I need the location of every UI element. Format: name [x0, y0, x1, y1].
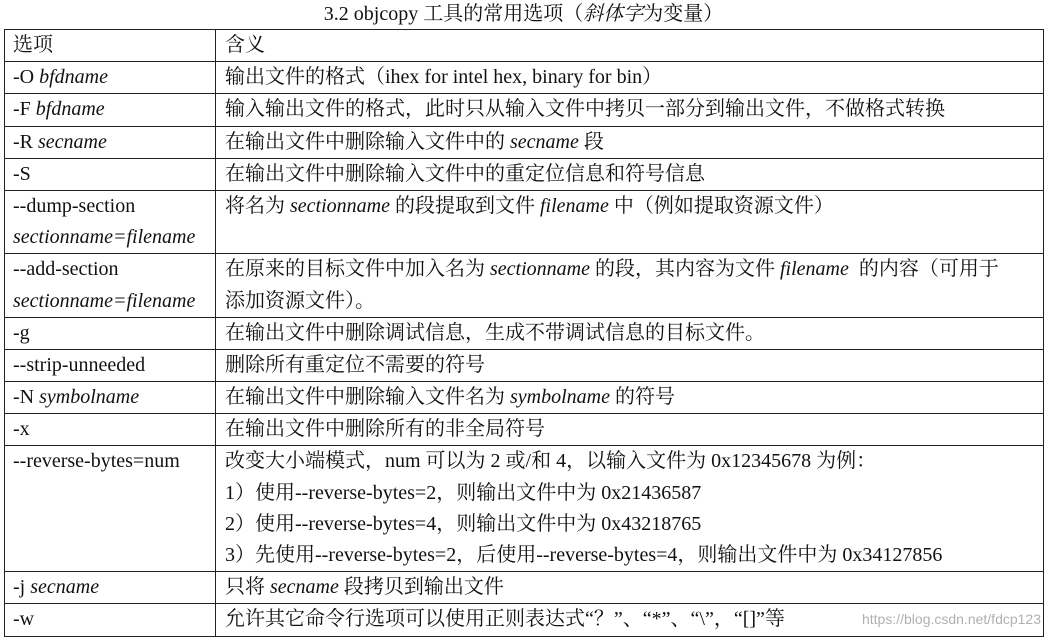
meaning-cell [216, 94, 1044, 126]
variable-text: sectionname=filename [13, 226, 196, 249]
option-cell [5, 414, 216, 446]
meaning-line [225, 191, 1039, 222]
option-text: --reverse-bytes=num [13, 450, 180, 473]
option-line [13, 318, 211, 349]
meaning-line [225, 286, 1039, 317]
table-row [5, 414, 1044, 446]
option-cell [5, 572, 216, 604]
variable-text: filename [539, 194, 609, 217]
meaning-text: 改变大小端模式，num 可以为 2 或/和 4，以输入文件为 0x12345678 为例： [225, 450, 877, 473]
option-text: -N [13, 386, 40, 409]
table-header-row [5, 30, 1044, 62]
meaning-cell [216, 190, 1044, 253]
variable-text: secname [38, 130, 107, 153]
variable-text: sectionname [490, 258, 590, 281]
option-cell [5, 254, 216, 317]
option-line [13, 159, 211, 190]
variable-text: symbolname [510, 386, 610, 409]
meaning-line [225, 254, 1039, 285]
meaning-text: 删除所有重定位不需要的符号 [225, 353, 485, 376]
meaning-text: 在输出文件中删除输入文件名为 [225, 386, 510, 409]
table-body [5, 62, 1044, 636]
variable-text: sectionname=filename [13, 289, 196, 312]
variable-text: secname [270, 576, 339, 599]
meaning-line [225, 382, 1039, 413]
options-table [4, 29, 1044, 637]
option-cell [5, 382, 216, 414]
meaning-cell [216, 382, 1044, 414]
option-text: -F [13, 98, 36, 121]
meaning-cell [216, 414, 1044, 446]
variable-text: symbolname [39, 386, 140, 409]
meaning-cell [216, 62, 1044, 94]
meaning-line [225, 540, 1039, 571]
variable-text: bfdname [35, 98, 105, 121]
meaning-cell [216, 349, 1044, 381]
meaning-line [225, 318, 1039, 349]
table-row [5, 317, 1044, 349]
meaning-text: 的符号 [609, 386, 675, 409]
option-cell [5, 94, 216, 126]
watermark-text: https://blog.csdn.net/fdcp123 [861, 611, 1041, 627]
variable-text: bfdname [39, 66, 108, 89]
option-line [13, 350, 211, 381]
meaning-text: 的内容（可用于 [848, 258, 999, 281]
variable-text: filename [779, 258, 849, 281]
meaning-text: 1）使用--reverse-bytes=2，则输出文件中为 0x21436587 [225, 481, 702, 504]
meaning-cell [216, 254, 1044, 317]
option-line [13, 572, 211, 603]
variable-text: secname [510, 130, 579, 153]
meaning-text: 输入输出文件的格式，此时只从输入文件中拷贝一部分到输出文件，不做格式转换 [225, 98, 945, 121]
meaning-line [225, 509, 1039, 540]
header-meaning-label: 含义 [225, 34, 265, 56]
table-row [5, 126, 1044, 158]
meaning-cell [216, 126, 1044, 158]
option-cell [5, 446, 216, 572]
caption-text: 3.2 objcopy 工具的常用选项（ [323, 3, 584, 25]
option-line [13, 191, 211, 222]
meaning-text: 的段提取到文件 [389, 194, 540, 217]
meaning-text: 的段，其内容为文件 [589, 258, 780, 281]
option-line [13, 286, 211, 317]
variable-text: sectionname [290, 194, 390, 217]
table-row [5, 446, 1044, 572]
meaning-line [225, 414, 1039, 445]
meaning-text: 2）使用--reverse-bytes=4，则输出文件中为 0x43218765 [225, 512, 702, 535]
option-line [13, 604, 211, 635]
meaning-text: 在原来的目标文件中加入名为 [225, 258, 490, 281]
option-cell [5, 190, 216, 253]
header-option-label: 选项 [13, 34, 53, 56]
option-text: -O [13, 66, 40, 89]
meaning-text: 将名为 [225, 194, 290, 217]
option-line [13, 94, 211, 125]
option-text: -x [13, 418, 30, 441]
meaning-text: 只将 [225, 576, 270, 599]
meaning-line [225, 127, 1039, 158]
caption-text: 为变量） [643, 3, 724, 25]
meaning-text: 段拷贝到输出文件 [338, 576, 504, 599]
option-line [13, 127, 211, 158]
option-text: -S [13, 162, 31, 185]
option-cell [5, 349, 216, 381]
option-text: -j [13, 576, 31, 599]
option-text: --add-section [13, 258, 119, 281]
table-row [5, 62, 1044, 94]
meaning-line [225, 572, 1039, 603]
meaning-line [225, 350, 1039, 381]
header-option-cell [5, 30, 216, 62]
table-row [5, 382, 1044, 414]
meaning-cell [216, 572, 1044, 604]
option-line [13, 254, 211, 285]
option-cell [5, 62, 216, 94]
option-cell [5, 126, 216, 158]
meaning-line [225, 478, 1039, 509]
option-text: --strip-unneeded [13, 353, 146, 376]
table-row [5, 94, 1044, 126]
meaning-text: 段 [578, 130, 604, 153]
meaning-text: 输出文件的格式（ihex for intel hex, binary for bin） [225, 66, 663, 89]
table-caption [0, 0, 1047, 29]
meaning-text: 在输出文件中删除所有的非全局符号 [225, 418, 545, 441]
option-cell [5, 604, 216, 636]
variable-text: 斜体字 [583, 3, 644, 25]
table-row [5, 572, 1044, 604]
meaning-text: 允许其它命令行选项可以使用正则表达式“？”、“*”、“\”，“[]”等 [225, 608, 785, 631]
option-line [13, 414, 211, 445]
option-line [13, 222, 211, 253]
option-text: --dump-section [13, 194, 136, 217]
option-line [13, 62, 211, 93]
option-text: -g [13, 321, 30, 344]
meaning-text: 在输出文件中删除输入文件中的重定位信息和符号信息 [225, 162, 705, 185]
option-line [13, 382, 211, 413]
table-row [5, 190, 1044, 253]
meaning-line [225, 62, 1039, 93]
meaning-cell [216, 446, 1044, 572]
option-line [13, 446, 211, 477]
meaning-text: 3）先使用--reverse-bytes=2，后使用--reverse-bytes=4，则输出文件中为 0x34127856 [225, 544, 943, 566]
meaning-cell [216, 317, 1044, 349]
option-cell [5, 158, 216, 190]
meaning-line [225, 94, 1039, 125]
meaning-cell [216, 158, 1044, 190]
table-row [5, 349, 1044, 381]
option-cell [5, 317, 216, 349]
table-row [5, 254, 1044, 317]
meaning-line [225, 159, 1039, 190]
variable-text: secname [30, 576, 100, 599]
meaning-text: 在输出文件中删除调试信息，生成不带调试信息的目标文件。 [225, 321, 765, 344]
option-text: -R [13, 130, 38, 153]
table-row [5, 158, 1044, 190]
option-text: -w [13, 608, 35, 631]
meaning-text: 添加资源文件）。 [225, 289, 375, 312]
meaning-text: 中（例如提取资源文件） [608, 194, 834, 217]
meaning-line [225, 446, 1039, 477]
meaning-text: 在输出文件中删除输入文件中的 [225, 130, 510, 153]
header-meaning-cell [216, 30, 1044, 62]
